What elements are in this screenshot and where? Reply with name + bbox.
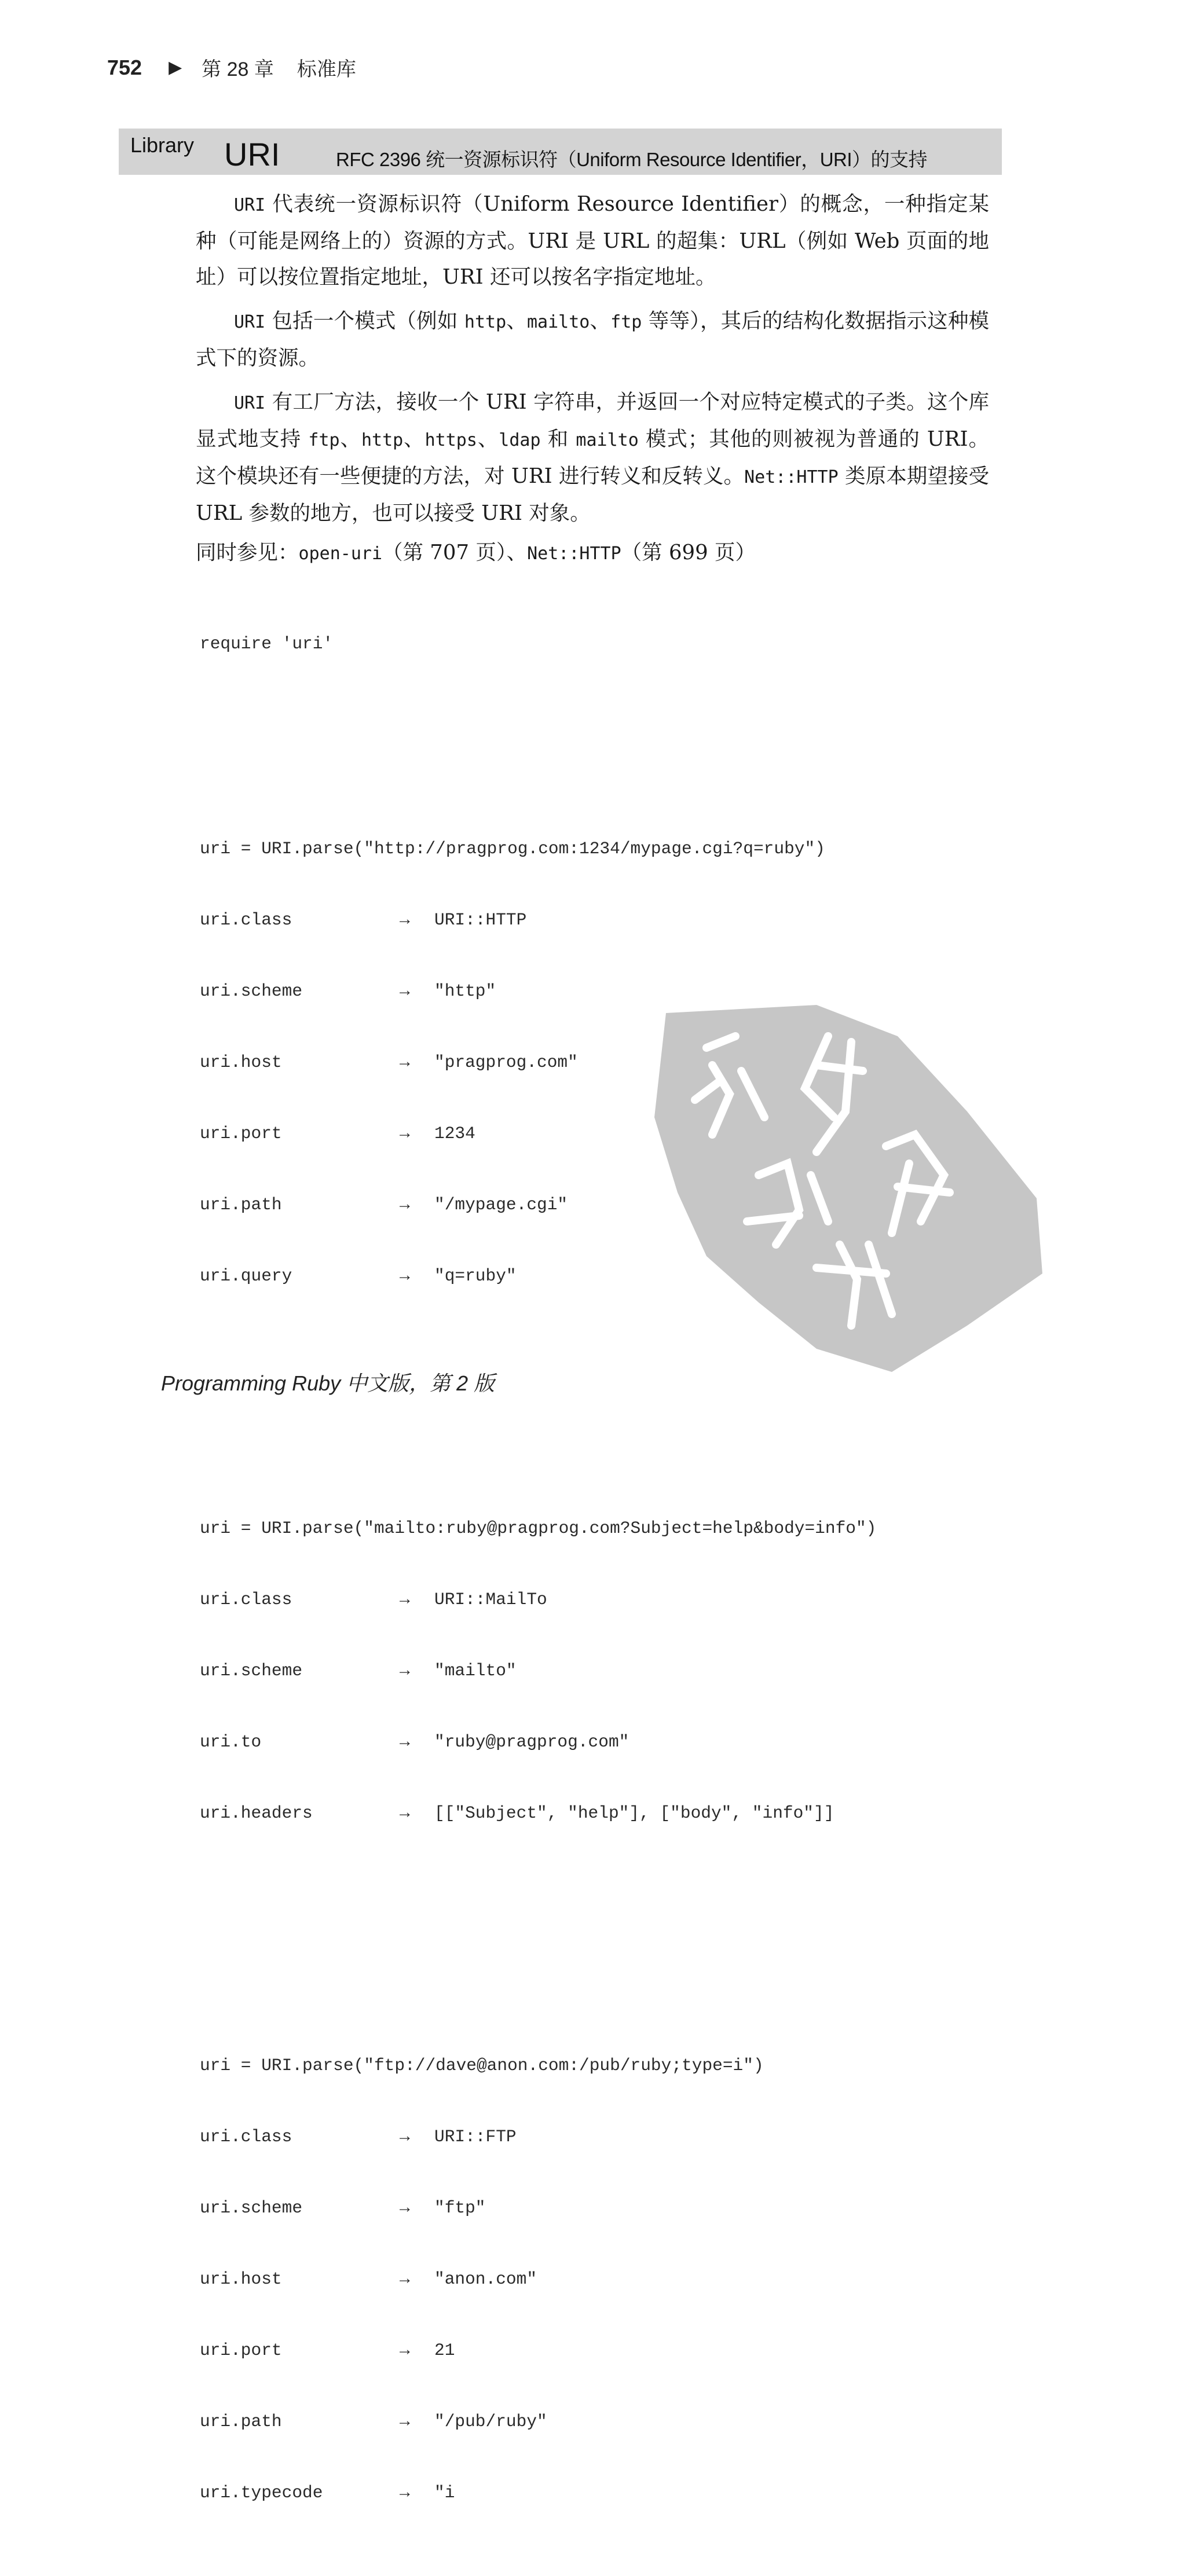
code-expr: uri.scheme xyxy=(200,1661,303,1680)
paragraph-text: 、 xyxy=(477,427,499,451)
code-result: "ruby@pragprog.com" xyxy=(434,1732,629,1752)
paragraph-text: 、 xyxy=(339,427,361,451)
library-banner xyxy=(119,129,1002,175)
code-row xyxy=(200,2196,876,2220)
see-also-ref-code: open-uri xyxy=(298,544,383,564)
running-header xyxy=(107,53,356,82)
code-expr: uri.headers xyxy=(200,1803,313,1823)
inline-code: URI xyxy=(234,393,266,413)
code-result: "http" xyxy=(434,981,496,1001)
inline-code: URI xyxy=(234,312,266,332)
code-expr: uri.port xyxy=(200,1124,282,1143)
paragraph-text: 、 xyxy=(403,427,425,451)
paragraph-text: 有工厂方法，接收一个 URI 字符串，并返回一个对应特定模式的子类。这个库显式地支持 xyxy=(196,390,989,451)
code-expr: uri.class xyxy=(200,1590,292,1609)
inline-code: http xyxy=(464,312,507,332)
inline-code: ftp xyxy=(308,430,340,450)
code-expr: uri.query xyxy=(200,1266,292,1286)
code-parse-line: uri = URI.parse("mailto:ruby@pragprog.com?Subject=help&body=info") xyxy=(200,1518,877,1538)
code-result: "mailto" xyxy=(434,1661,517,1680)
inline-code: http xyxy=(361,430,404,450)
code-expr: uri.typecode xyxy=(200,2483,323,2502)
paragraph-text: 等等），其后的结构化数据指示这种模式下的资源。 xyxy=(196,309,989,370)
paragraph-text: 类原本期望接受 URL 参数的地方，也可以接受 URI 对象。 xyxy=(196,464,989,525)
code-row xyxy=(200,1588,876,1612)
code-result: "pragprog.com" xyxy=(434,1052,578,1072)
book-footer: Programming Ruby 中文版，第 2 版 xyxy=(161,1371,495,1395)
code-row xyxy=(200,979,876,1003)
code-block xyxy=(200,1469,876,1873)
chapter-title: 标准库 xyxy=(296,58,356,80)
inline-code: mailto xyxy=(526,312,590,332)
inline-code: mailto xyxy=(576,430,639,450)
code-expr: uri.host xyxy=(200,2269,282,2289)
inline-code: https xyxy=(424,430,477,450)
code-row xyxy=(200,908,876,932)
result-arrow-icon: → xyxy=(400,1266,410,1286)
module-name: URI xyxy=(224,136,280,173)
see-also xyxy=(196,536,756,566)
code-result: URI::HTTP xyxy=(434,910,527,930)
paragraph-text: 代表统一资源标识符（Uniform Resource Identifier）的概念，一种指定某种（可能是网络上的）资源的方式。URI 是 URL 的超集：URL（例如 Web 页面的地址）可以按位置指定地址，URI 还可以按名字指定地址。 xyxy=(196,192,989,289)
code-parse-line: uri = URI.parse("http://pragprog.com:1234/mypage.cgi?q=ruby") xyxy=(200,839,825,858)
inline-code: ftp xyxy=(610,312,642,332)
result-arrow-icon: → xyxy=(400,1803,410,1823)
code-expr: uri.to xyxy=(200,1732,262,1752)
header-arrow-icon: ▶ xyxy=(169,58,182,77)
inline-code: ldap xyxy=(499,430,541,450)
library-label: Library xyxy=(130,133,195,157)
result-arrow-icon: → xyxy=(400,2340,410,2360)
code-expr: uri.host xyxy=(200,1052,282,1072)
paragraph-1 xyxy=(196,186,989,295)
code-expr: uri.class xyxy=(200,2127,292,2146)
code-result: "anon.com" xyxy=(434,2269,537,2289)
result-arrow-icon: → xyxy=(400,2127,410,2146)
code-expr: uri.path xyxy=(200,2412,282,2431)
paragraph-2 xyxy=(196,303,989,376)
code-row xyxy=(200,2339,876,2362)
inline-code: URI xyxy=(234,195,266,215)
result-arrow-icon: → xyxy=(400,910,410,930)
code-row xyxy=(200,2267,876,2291)
result-arrow-icon: → xyxy=(400,1195,410,1214)
code-result: "ftp" xyxy=(434,2198,486,2218)
code-row xyxy=(200,1730,876,1754)
paragraph-text: 和 xyxy=(540,427,576,451)
result-arrow-icon: → xyxy=(400,1052,410,1072)
chapter-label: 第 28 章 xyxy=(202,58,274,80)
see-also-ref-text: （第 699 页） xyxy=(621,541,756,564)
module-description: RFC 2396 统一资源标识符（Uniform Resource Identifier，URI）的支持 xyxy=(336,149,928,170)
code-result: [["Subject", "help"], ["body", "info"]] xyxy=(434,1803,834,1823)
code-result: 21 xyxy=(434,2340,455,2360)
code-block xyxy=(200,2006,876,2552)
code-expr: uri.path xyxy=(200,1195,282,1214)
page-number: 752 xyxy=(107,55,142,79)
code-listing xyxy=(200,585,876,2576)
result-arrow-icon: → xyxy=(400,1661,410,1680)
code-expr: uri.scheme xyxy=(200,981,303,1001)
result-arrow-icon: → xyxy=(400,2269,410,2289)
paragraph-text: 、 xyxy=(506,309,527,333)
code-require-line: require 'uri' xyxy=(200,634,334,654)
code-expr: uri.class xyxy=(200,910,292,930)
result-arrow-icon: → xyxy=(400,1732,410,1752)
paragraph-3 xyxy=(196,384,989,531)
code-result: "/pub/ruby" xyxy=(434,2412,547,2431)
code-expr: uri.scheme xyxy=(200,2198,303,2218)
result-arrow-icon: → xyxy=(400,2198,410,2218)
see-also-ref-code: Net::HTTP xyxy=(527,544,621,564)
code-result: URI::MailTo xyxy=(434,1590,547,1609)
code-parse-line: uri = URI.parse("ftp://dave@anon.com:/pub/ruby;type=i") xyxy=(200,2056,764,2075)
code-row xyxy=(200,2410,876,2434)
code-row xyxy=(200,2125,876,2149)
result-arrow-icon: → xyxy=(400,1124,410,1143)
paragraph-text: 、 xyxy=(590,309,611,333)
code-result: 1234 xyxy=(434,1124,475,1143)
paragraph-text: 模式；其他的则被视为普通的 URI。这个模块还有一些便捷的方法，对 URI 进行转义和反转义。 xyxy=(196,427,989,488)
body-text xyxy=(196,186,989,540)
code-row xyxy=(200,2481,876,2505)
code-row xyxy=(200,1801,876,1825)
seal-stamp-icon xyxy=(643,1001,1048,1386)
see-also-label: 同时参见： xyxy=(196,541,299,564)
code-result: "/mypage.cgi" xyxy=(434,1195,568,1214)
code-result: "i xyxy=(434,2483,455,2502)
inline-code: Net::HTTP xyxy=(744,467,839,487)
see-also-ref-text: （第 707 页）、 xyxy=(382,541,528,564)
result-arrow-icon: → xyxy=(400,1590,410,1609)
code-result: "q=ruby" xyxy=(434,1266,517,1286)
code-row xyxy=(200,1659,876,1683)
paragraph-text: 包括一个模式（例如 xyxy=(265,309,464,333)
code-result: URI::FTP xyxy=(434,2127,517,2146)
result-arrow-icon: → xyxy=(400,981,410,1001)
result-arrow-icon: → xyxy=(400,2483,410,2502)
code-expr: uri.port xyxy=(200,2340,282,2360)
result-arrow-icon: → xyxy=(400,2412,410,2431)
